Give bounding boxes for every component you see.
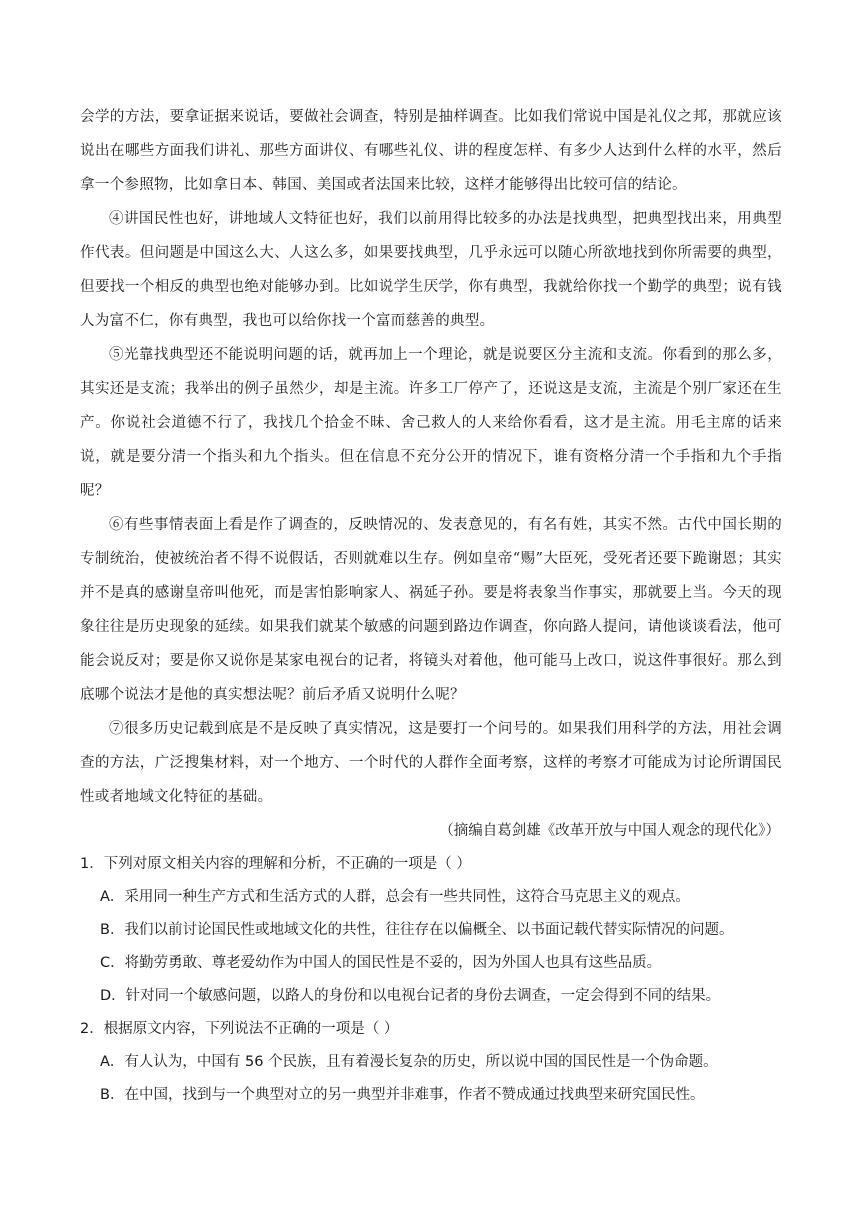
paragraph-5: ⑤光靠找典型还不能说明问题的话，就再加上一个理论，就是说要区分主流和支流。你看到的那么多，其实还是支流；我举出的例子虽然少，却是主流。许多工厂停产了，还说这是支流，主流是个别厂家还在生产。你说社会道德不行了，我找几个拾金不昧、舍己救人的人来给你看看，这才是主流。用毛主席的话来说，就是要分清一个指头和九个指头。但在信息不充分公开的情况下，谁有资格分清一个手指和九个手指呢？ <box>80 347 782 499</box>
question-stem: 2．根据原文内容，下列说法不正确的一项是（ ） <box>80 1021 399 1037</box>
question-2 <box>80 1013 782 1112</box>
option-c: C．将勤劳勇敢、尊老爱幼作为中国人的国民性是不妥的，因为外国人也具有这些品质。 <box>100 955 662 971</box>
paragraph-continued: 会学的方法，要拿证据来说话，要做社会调查，特别是抽样调查。比如我们常说中国是礼仪之邦，那就应该说出在哪些方面我们讲礼、那些方面讲仪、有哪些礼仪、讲的程度怎样、有多少人达到什么样的水平，然后拿一个参照物，比如拿日本、韩国、美国或者法国来比较，这样才能够得出比较可信的结论。 <box>80 109 782 193</box>
source-citation: （摘编自葛剑雄《改革开放与中国人观念的现代化》） <box>439 823 780 839</box>
question-1 <box>80 848 782 1013</box>
option-b: B．我们以前讨论国民性或地域文化的共性，往往存在以偏概全、以书面记载代替实际情况的问题。 <box>100 922 734 938</box>
option-d: D．针对同一个敏感问题，以路人的身份和以电视台记者的身份去调查，一定会得到不同的结果。 <box>100 988 721 1004</box>
paragraph-6: ⑥有些事情表面上看是作了调查的，反映情况的、发表意见的，有名有姓，其实不然。古代中国长期的专制统治，使被统治者不得不说假话，否则就难以生存。例如皇帝“赐”大臣死，受死者还要下跪谢恩；其实并不是真的感谢皇帝叫他死，而是害怕影响家人、祸延子孙。要是将表象当作事实，那就要上当。今天的现象往往是历史现象的延续。如果我们就某个敏感的问题到路边作调查，你向路人提问，请他谈谈看法，他可能会说反对；要是你又说你是某家电视台的记者，将镜头对着他，他可能马上改口，说这件事很好。那么到底哪个说法才是他的真实想法呢？前后矛盾又说明什么呢？ <box>80 517 782 703</box>
question-stem: 1．下列对原文相关内容的理解和分析，不正确的一项是（ ） <box>80 856 471 872</box>
paragraph-4: ④讲国民性也好，讲地域人文特征也好，我们以前用得比较多的办法是找典型，把典型找出来，用典型作代表。但问题是中国这么大、人这么多，如果要找典型，几乎永远可以随心所欲地找到你所需要的典型，但要找一个相反的典型也绝对能够办到。比如说学生厌学，你有典型，我就给你找一个勤学的典型；说有钱人为富不仁，你有典型，我也可以给你找一个富而慈善的典型。 <box>80 211 782 329</box>
paragraph-7: ⑦很多历史记载到底是不是反映了真实情况，这是要打一个问号的。如果我们用科学的方法，用社会调查的方法，广泛搜集材料，对一个地方、一个时代的人群作全面考察，这样的考察才可能成为讨论所谓国民性或者地域文化特征的基础。 <box>80 721 782 805</box>
option-a: A．采用同一种生产方式和生活方式的人群，总会有一些共同性，这符合马克思主义的观点。 <box>100 889 690 905</box>
option-b: B．在中国，找到与一个典型对立的另一典型并非难事，作者不赞成通过找典型来研究国民性。 <box>100 1087 705 1103</box>
option-a: A．有人认为，中国有 56 个民族，且有着漫长复杂的历史，所以说中国的国民性是一个伪命题。 <box>100 1054 718 1070</box>
